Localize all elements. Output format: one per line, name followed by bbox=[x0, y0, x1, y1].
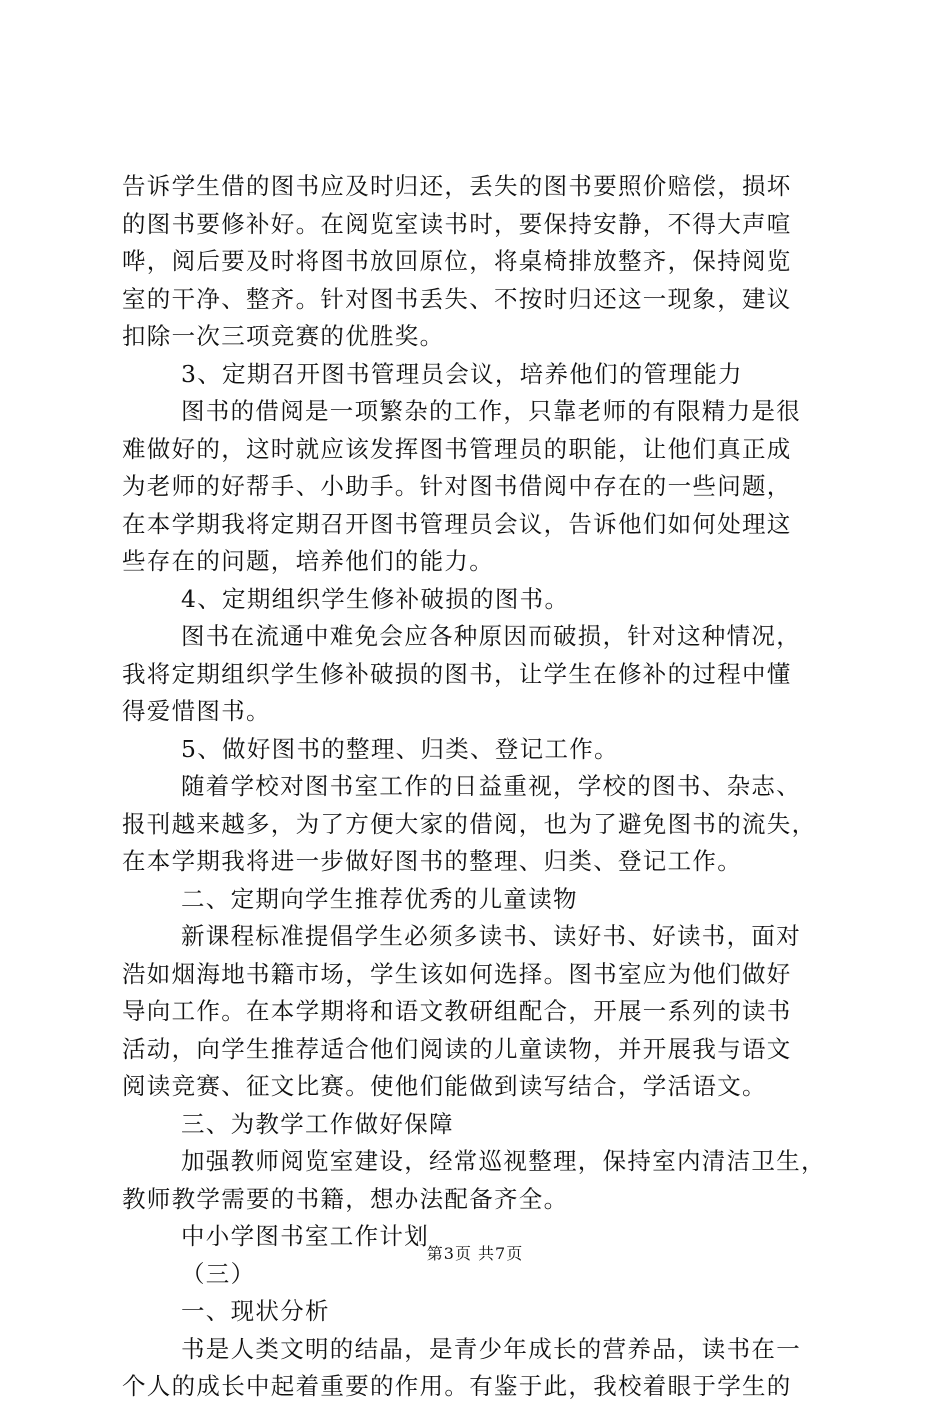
text-line: 告诉学生借的图书应及时归还，丢失的图书要照价赔偿，损坏 bbox=[122, 172, 792, 200]
text-line: 个人的成长中起着重要的作用。有鉴于此，我校着眼于学生的 bbox=[122, 1372, 792, 1400]
text-line: 得爱惜图书。 bbox=[122, 697, 271, 725]
text-line: 为老师的好帮手、小助手。针对图书借阅中存在的一些问题， bbox=[122, 472, 792, 500]
text-line: 一、现状分析 bbox=[181, 1297, 330, 1325]
text-line: 加强教师阅览室建设，经常巡视整理，保持室内清洁卫生， bbox=[181, 1147, 826, 1175]
text-line: 二、定期向学生推荐优秀的儿童读物 bbox=[181, 884, 578, 913]
text-line: 活动，向学生推荐适合他们阅读的儿童读物，并开展我与语文 bbox=[122, 1034, 792, 1063]
text-line: 导向工作。在本学期将和语文教研组配合，开展一系列的读书 bbox=[122, 997, 792, 1025]
page-footer: 第3页 共7页 bbox=[426, 1244, 524, 1263]
text-line: 图书的借阅是一项繁杂的工作，只靠老师的有限精力是很 bbox=[181, 397, 801, 425]
text-line: 哗，阅后要及时将图书放回原位，将桌椅排放整齐，保持阅览 bbox=[122, 247, 792, 275]
text-line: 在本学期我将进一步做好图书的整理、归类、登记工作。 bbox=[122, 847, 742, 875]
text-line: 图书在流通中难免会应各种原因而破损，针对这种情况， bbox=[181, 622, 801, 650]
text-line: 阅读竞赛、征文比赛。使他们能做到读写结合，学活语文。 bbox=[122, 1072, 767, 1100]
text-line: 书是人类文明的结晶，是青少年成长的营养品，读书在一 bbox=[181, 1334, 801, 1363]
text-line: 教师教学需要的书籍，想办法配备齐全。 bbox=[122, 1184, 569, 1213]
document-body bbox=[122, 168, 832, 1406]
text-line: 扣除一次三项竞赛的优胜奖。 bbox=[122, 322, 445, 350]
text-line: （三） bbox=[181, 1259, 256, 1288]
text-line: 三、为教学工作做好保障 bbox=[181, 1109, 454, 1138]
text-line: 浩如烟海地书籍市场，学生该如何选择。图书室应为他们做好 bbox=[122, 959, 792, 988]
text-line: 室的干净、整齐。针对图书丢失、不按时归还这一现象，建议 bbox=[122, 284, 792, 313]
text-line: 难做好的，这时就应该发挥图书管理员的职能，让他们真正成 bbox=[122, 434, 792, 463]
text-line: 报刊越来越多，为了方便大家的借阅，也为了避免图书的流失， bbox=[122, 809, 817, 838]
text-line: 在本学期我将定期召开图书管理员会议，告诉他们如何处理这 bbox=[122, 509, 792, 538]
text-line: 4、定期组织学生修补破损的图书。 bbox=[181, 584, 570, 613]
text-line: 随着学校对图书室工作的日益重视，学校的图书、杂志、 bbox=[181, 772, 801, 800]
text-line: 新课程标准提倡学生必须多读书、读好书、好读书，面对 bbox=[181, 922, 801, 950]
text-line: 些存在的问题，培养他们的能力。 bbox=[122, 547, 494, 575]
text-line: 中小学图书室工作计划 bbox=[181, 1222, 429, 1250]
text-line: 我将定期组织学生修补破损的图书，让学生在修补的过程中懂 bbox=[122, 659, 792, 688]
text-line: 3、定期召开图书管理员会议，培养他们的管理能力 bbox=[181, 359, 743, 388]
text-line: 的图书要修补好。在阅览室读书时，要保持安静，不得大声喧 bbox=[122, 209, 792, 238]
text-line: 5、做好图书的整理、归类、登记工作。 bbox=[181, 734, 619, 763]
